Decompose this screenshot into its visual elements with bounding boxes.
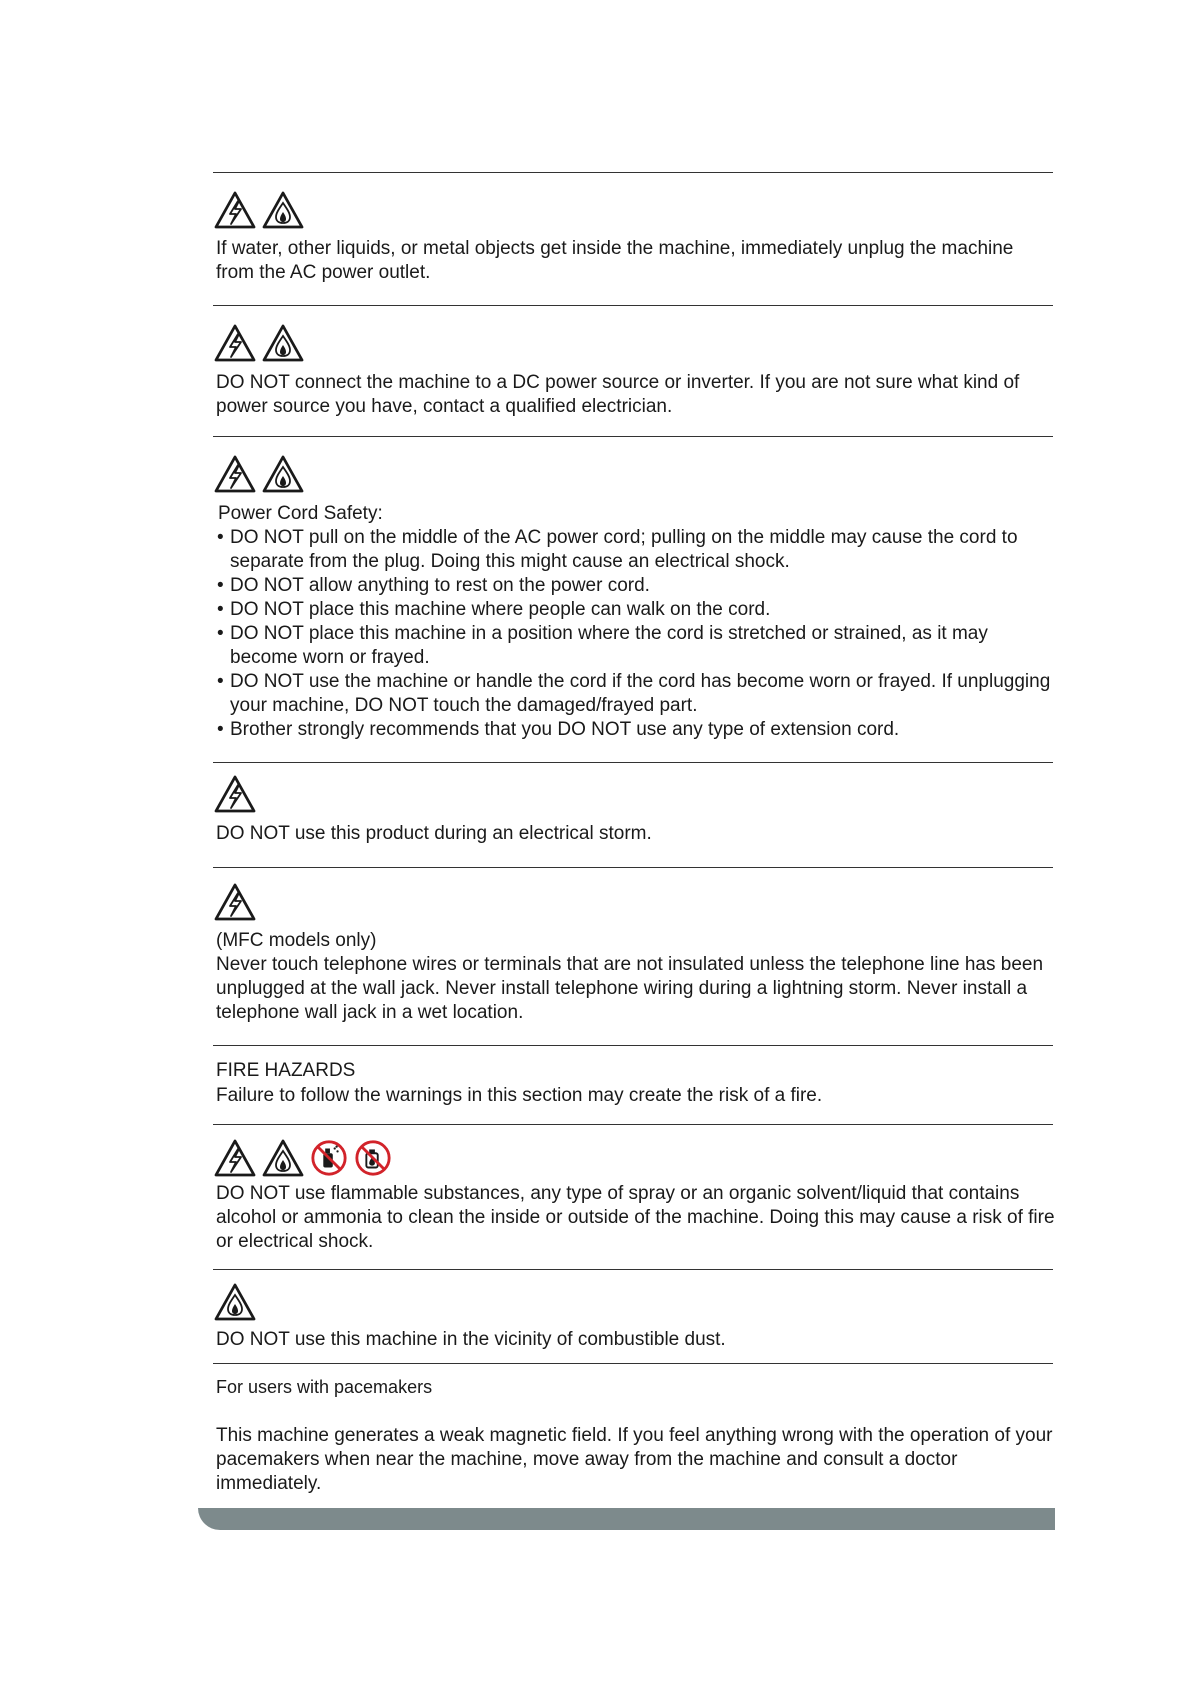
- power-cord-heading: Power Cord Safety:: [218, 503, 383, 524]
- fire-hazard-icon: [262, 1138, 304, 1178]
- footer-bar: [198, 1508, 1055, 1530]
- section-text: Never touch telephone wires or terminals that are not insulated unless the telephone line has been unplugged at the wall jack. Never install telephone wiring during a lightning storm. Never install a telephone wall jack in a wet location.: [216, 954, 1044, 1023]
- list-item: • DO NOT place this machine where people can walk on the cord.: [217, 598, 1057, 622]
- fire-hazard-icon: [262, 323, 304, 363]
- section-divider: [213, 867, 1053, 868]
- pacemaker-title: For users with pacemakers: [216, 1377, 433, 1397]
- fire-hazard-icon: [214, 1282, 256, 1322]
- mfc-heading: (MFC models only): [216, 930, 377, 951]
- electrical-hazard-icon: [214, 882, 256, 922]
- electrical-hazard-icon: [214, 323, 256, 363]
- no-spray-icon: [310, 1138, 348, 1178]
- section-text: Failure to follow the warnings in this section may create the risk of a fire.: [216, 1085, 823, 1106]
- fire-hazard-icon: [262, 454, 304, 494]
- warning-icons: [214, 772, 256, 816]
- electrical-hazard-icon: [214, 454, 256, 494]
- section-text: DO NOT use flammable substances, any type of spray or an organic solvent/liquid that contains alcohol or ammonia to clean the inside or outside of the machine. Doing this may cause a risk of fire or electrical shock.: [216, 1183, 1055, 1252]
- section-divider: [213, 1269, 1053, 1270]
- section-divider: [213, 762, 1053, 763]
- fire-hazard-icon: [262, 190, 304, 230]
- electrical-hazard-icon: [214, 190, 256, 230]
- warning-icons: [214, 321, 304, 365]
- list-item: • Brother strongly recommends that you DO NOT use any type of extension cord.: [217, 718, 1057, 742]
- electrical-hazard-icon: [214, 1138, 256, 1178]
- list-item: • DO NOT use the machine or handle the cord if the cord has become worn or frayed. If unplugging your machine, DO NOT touch the damaged/frayed part.: [217, 670, 1057, 718]
- warning-icons: [214, 880, 256, 924]
- list-item: • DO NOT pull on the middle of the AC power cord; pulling on the middle may cause the cord to separate from the plug. Doing this might cause an electrical shock.: [217, 526, 1057, 574]
- electrical-hazard-icon: [214, 774, 256, 814]
- section-divider: [213, 305, 1053, 306]
- no-flammable-liquid-icon: [354, 1138, 392, 1178]
- warning-icons: [214, 188, 304, 232]
- list-item: • DO NOT allow anything to rest on the power cord.: [217, 574, 1057, 598]
- section-text: If water, other liquids, or metal objects get inside the machine, immediately unplug the machine from the AC power outlet.: [216, 238, 1014, 283]
- section-text: This machine generates a weak magnetic field. If you feel anything wrong with the operation of your pacemakers when near the machine, move away from the machine and consult a doctor immediately.: [216, 1425, 1053, 1494]
- section-divider: [213, 1363, 1053, 1364]
- warning-icons: [214, 1280, 256, 1324]
- section-text: DO NOT connect the machine to a DC power source or inverter. If you are not sure what kind of power source you have, contact a qualified electrician.: [216, 372, 1020, 417]
- section-divider: [213, 1124, 1053, 1125]
- fire-hazards-title: FIRE HAZARDS: [216, 1060, 356, 1081]
- section-text: DO NOT use this product during an electrical storm.: [216, 823, 652, 844]
- warning-icons: [214, 1136, 392, 1180]
- power-cord-list: [217, 526, 1057, 742]
- section-divider: [213, 1045, 1053, 1046]
- section-text: DO NOT use this machine in the vicinity of combustible dust.: [216, 1329, 726, 1350]
- section-divider: [213, 436, 1053, 437]
- list-item: • DO NOT place this machine in a position where the cord is stretched or strained, as it may become worn or frayed.: [217, 622, 1057, 670]
- section-divider: [213, 172, 1053, 173]
- warning-icons: [214, 452, 304, 496]
